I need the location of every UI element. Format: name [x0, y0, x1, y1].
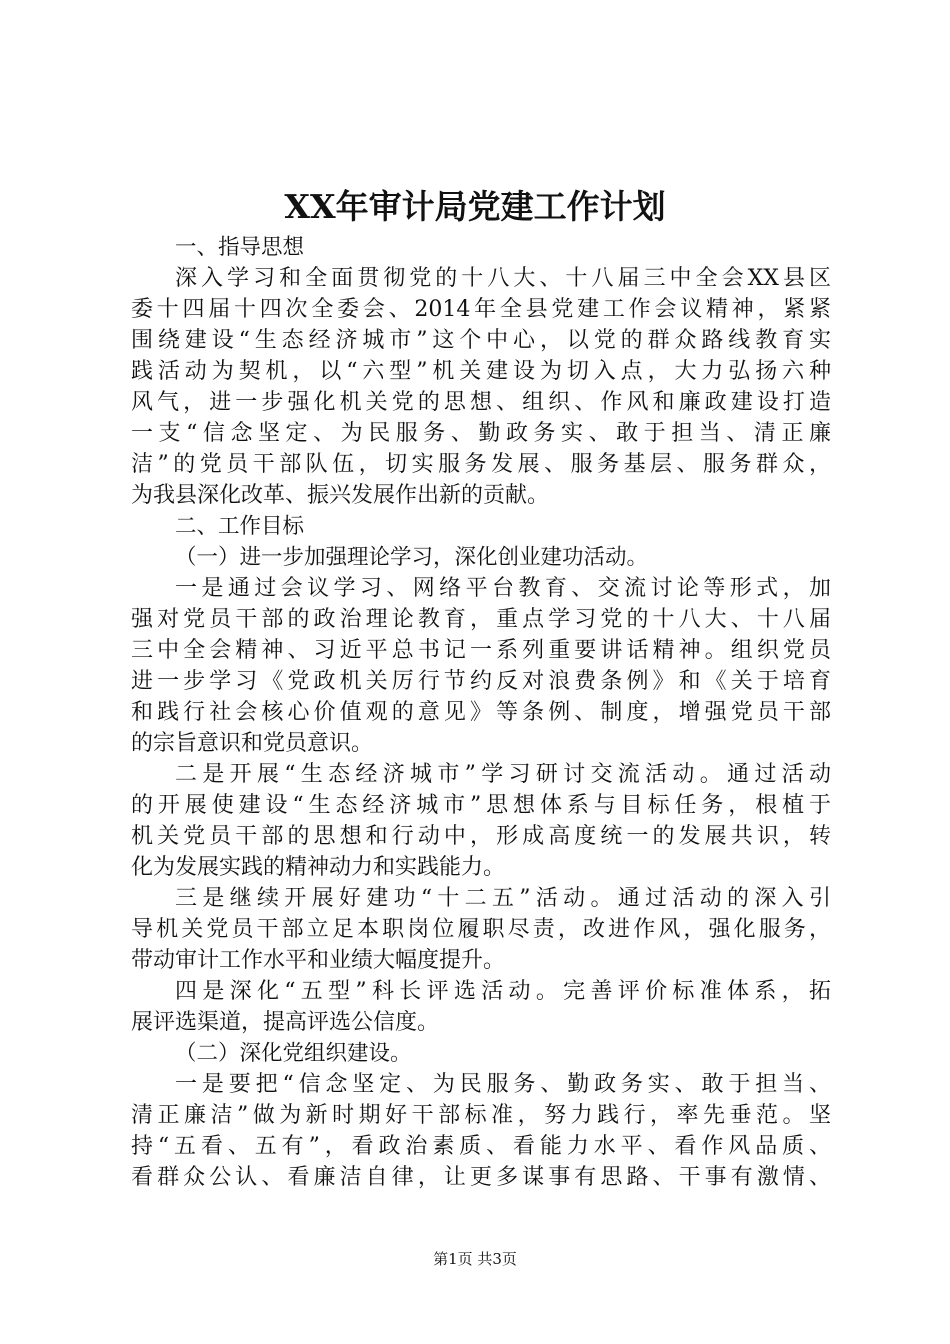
paragraph-line: 风气，进一步强化机关党的思想、组织、作风和廉政建设打造 — [131, 390, 831, 415]
section-heading: 二、工作目标 — [175, 514, 305, 539]
paragraph-line: 一是要把“信念坚定、为民服务、勤政务实、敢于担当、 — [175, 1072, 831, 1097]
paragraph-line: 洁”的党员干部队伍，切实服务发展、服务基层、服务群众， — [131, 452, 831, 477]
document-title: XX年审计局党建工作计划 — [284, 187, 666, 226]
paragraph-line: 导机关党员干部立足本职岗位履职尽责，改进作风，强化服务， — [131, 917, 831, 942]
paragraph-line: 一是通过会议学习、网络平台教育、交流讨论等形式，加 — [175, 576, 831, 601]
paragraph-line: 践活动为契机，以“六型”机关建设为切入点，大力弘扬六种 — [131, 359, 831, 384]
paragraph-line: 二是开展“生态经济城市”学习研讨交流活动。通过活动 — [175, 762, 831, 787]
paragraph-line: 为我县深化改革、振兴发展作出新的贡献。 — [131, 483, 550, 508]
paragraph-line: 机关党员干部的思想和行动中，形成高度统一的发展共识，转 — [131, 824, 831, 849]
paragraph-line: 四是深化“五型”科长评选活动。完善评价标准体系，拓 — [175, 979, 831, 1004]
paragraph-line: 三是继续开展好建功“十二五”活动。通过活动的深入引 — [175, 886, 831, 911]
paragraph-line: 持“五看、五有”，看政治素质、看能力水平、看作风品质、 — [131, 1134, 831, 1159]
document-body — [131, 232, 831, 1193]
paragraph-line: 和践行社会核心价值观的意见》等条例、制度，增强党员干部 — [131, 700, 831, 725]
paragraph-line: 委十四届十四次全委会、2014年全县党建工作会议精神，紧紧 — [131, 297, 831, 322]
paragraph-line: 深入学习和全面贯彻党的十八大、十八届三中全会XX县区 — [175, 266, 831, 291]
paragraph-line: 围绕建设“生态经济城市”这个中心，以党的群众路线教育实 — [131, 328, 831, 353]
paragraph-line: 进一步学习《党政机关厉行节约反对浪费条例》和《关于培育 — [131, 669, 831, 694]
paragraph-line: 展评选渠道，提高评选公信度。 — [131, 1010, 440, 1035]
paragraph-line: 的宗旨意识和党员意识。 — [131, 731, 374, 756]
paragraph-line: 带动审计工作水平和业绩大幅度提升。 — [131, 948, 506, 973]
paragraph-line: 强对党员干部的政治理论教育，重点学习党的十八大、十八届 — [131, 607, 831, 632]
paragraph-line: 清正廉洁”做为新时期好干部标准，努力践行，率先垂范。坚 — [131, 1103, 831, 1128]
paragraph-line: 三中全会精神、习近平总书记一系列重要讲话精神。组织党员 — [131, 638, 831, 663]
paragraph-line: 一支“信念坚定、为民服务、勤政务实、敢于担当、清正廉 — [131, 421, 831, 446]
paragraph-line: 化为发展实践的精神动力和实践能力。 — [131, 855, 506, 880]
paragraph-line: 看群众公认、看廉洁自律，让更多谋事有思路、干事有激情、 — [131, 1165, 831, 1190]
section-heading: （二）深化党组织建设。 — [175, 1041, 412, 1066]
page-footer: 第1页 共3页 — [433, 1250, 517, 1268]
section-heading: 一、指导思想 — [175, 235, 305, 260]
section-heading: （一）进一步加强理论学习，深化创业建功活动。 — [175, 545, 649, 570]
paragraph-line: 的开展使建设“生态经济城市”思想体系与目标任务，根植于 — [131, 793, 831, 818]
